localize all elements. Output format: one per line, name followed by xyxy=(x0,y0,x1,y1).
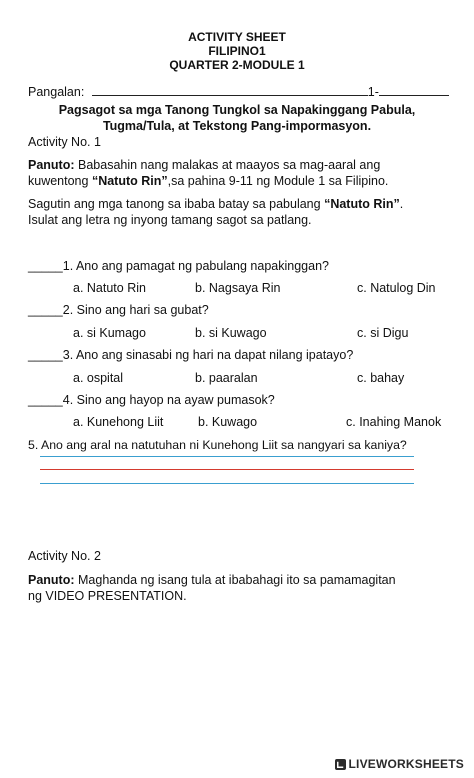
q3-option-a: a. ospital xyxy=(73,371,124,385)
question-5: 5. Ano ang aral na natutuhan ni Kunehong Liit sa nangyari sa kaniya? xyxy=(28,438,407,452)
panuto-text-pre: kuwentong xyxy=(28,174,92,188)
panuto-text: Babasahin nang malakas at maayos sa mag-aaral ang xyxy=(74,158,381,172)
question-3 xyxy=(28,347,353,363)
section-prefix: 1- xyxy=(367,85,379,99)
q3-option-b: b. paaralan xyxy=(195,371,258,385)
activity1-instruction-line1 xyxy=(28,196,403,212)
question-1 xyxy=(28,258,329,274)
q2-option-c: c. si Digu xyxy=(357,326,409,340)
liveworksheets-logo-text: LIVEWORKSHEETS xyxy=(348,757,464,771)
quarter-module-title: QUARTER 2-MODULE 1 xyxy=(169,58,305,72)
question-4-text: 4. Sino ang hayop na ayaw pumasok? xyxy=(62,393,275,407)
q4-option-b: b. Kuwago xyxy=(198,415,258,429)
q4-option-a: a. Kunehong Liit xyxy=(73,415,164,429)
activity2-panuto-line1 xyxy=(28,572,396,588)
answer-line-2[interactable] xyxy=(40,469,414,470)
q2-option-b: b. si Kuwago xyxy=(195,326,267,340)
lesson-title-line2: Tugma/Tula, at Tekstong Pang-impormasyon. xyxy=(102,119,372,133)
section-field[interactable] xyxy=(379,95,449,96)
panuto-text: Maghanda ng isang tula at ibabahagi ito sa pamamagitan xyxy=(74,573,396,587)
question-3-text: 3. Ano ang sinasabi ng hari na dapat nilang ipatayo? xyxy=(62,348,354,362)
panuto-label: Panuto: xyxy=(28,158,75,172)
activity2-panuto-line2: ng VIDEO PRESENTATION. xyxy=(28,589,187,603)
name-row xyxy=(28,84,449,100)
answer-blank-2[interactable]: _____ xyxy=(28,303,63,317)
question-2 xyxy=(28,302,209,318)
panuto-label: Panuto: xyxy=(28,573,75,587)
liveworksheets-logo-icon xyxy=(335,759,346,770)
q1-option-a: a. Natuto Rin xyxy=(73,281,146,295)
activity2-title: Activity No. 2 xyxy=(28,549,101,563)
liveworksheets-logo xyxy=(335,757,464,771)
story-title: “Natuto Rin” xyxy=(324,197,400,211)
activity1-panuto-line1 xyxy=(28,157,380,173)
q1-option-c: c. Natulog Din xyxy=(357,281,436,295)
answer-blank-1[interactable]: _____ xyxy=(28,259,63,273)
answer-line-1[interactable] xyxy=(40,456,414,457)
instruction-text-pre: Sagutin ang mga tanong sa ibaba batay sa pabulang xyxy=(28,197,325,211)
instruction-text-post: . xyxy=(399,197,404,211)
subject-title: FILIPINO1 xyxy=(208,44,266,58)
lesson-title-line1: Pagsagot sa mga Tanong Tungkol sa Napakinggang Pabula, xyxy=(58,103,416,117)
question-1-text: 1. Ano ang pamagat ng pabulang napakinggan? xyxy=(62,259,329,273)
answer-line-3[interactable] xyxy=(40,483,414,484)
panuto-text-post: ,sa pahina 9-11 ng Module 1 sa Filipino. xyxy=(167,174,389,188)
question-2-text: 2. Sino ang hari sa gubat? xyxy=(62,303,209,317)
story-title: “Natuto Rin” xyxy=(91,174,168,188)
name-field[interactable] xyxy=(92,95,368,96)
name-label: Pangalan: xyxy=(28,85,85,99)
activity1-instruction-line2: Isulat ang letra ng inyong tamang sagot sa patlang. xyxy=(28,213,312,227)
question-4 xyxy=(28,392,275,408)
q3-option-c: c. bahay xyxy=(357,371,405,385)
activity1-title: Activity No. 1 xyxy=(28,135,101,149)
activity1-panuto-line2 xyxy=(28,173,388,189)
answer-blank-4[interactable]: _____ xyxy=(28,393,63,407)
answer-blank-3[interactable]: _____ xyxy=(28,348,63,362)
q4-option-c: c. Inahing Manok xyxy=(346,415,442,429)
sheet-title: ACTIVITY SHEET xyxy=(188,30,286,44)
q1-option-b: b. Nagsaya Rin xyxy=(195,281,281,295)
q2-option-a: a. si Kumago xyxy=(73,326,146,340)
